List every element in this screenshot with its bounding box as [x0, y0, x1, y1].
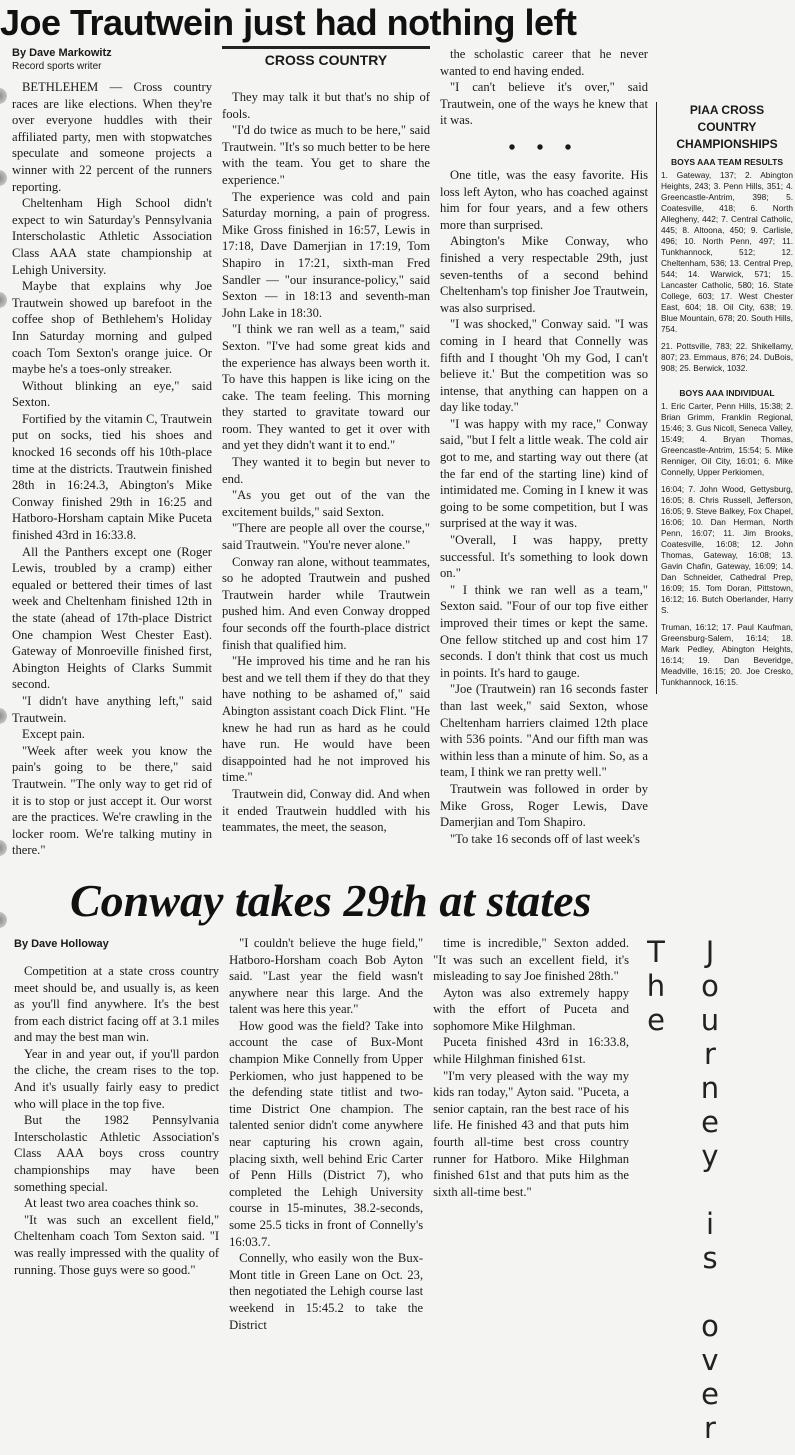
paragraph: BETHLEHEM — Cross country races are like elections. When they're over everyone huddles with their affiliated party, men with stopwatches speculate and someone projects a winner with 22 percent of the runners reporting.: [12, 80, 212, 194]
individual-results: 1. Eric Carter, Penn Hills, 15:38; 2. Brian Grimm, Franklin Regional, 15:46; 3. Gus Nicoll, Seneca Valley, 15:49; 4. Bryan Thomas, Greencastle-Antrim, 15:54; 5. Mike Renniger, Oil City, 16:01; 6. Mike Connelly, Upper Perkiomen,: [661, 401, 793, 477]
separator: • • •: [508, 136, 580, 159]
team-results: 21. Pottsville, 783; 22. Shikellamy, 807; 23. Emmaus, 876; 24. DuBois, 908; 25. Berwick, 1032.: [661, 341, 793, 373]
paragraph: The experience was cold and pain Saturday morning, a pain of progress. Mike Gross finished in 16:57, Lewis in 17:18, Dave Damerjian in 17:19, Tom Shapiro in 17:21, sixth-man Fred Sandler — "our insurance-policy," said Sexton — in 18:13 and seventh-man John Lake in 18:30.: [222, 189, 430, 320]
byline: By Dave Holloway: [14, 937, 109, 950]
paragraph: "To take 16 seconds off of last week's: [450, 831, 640, 846]
handwritten-note: Journey is over: [693, 934, 727, 1445]
paragraph: " I think we ran well as a team," Sexton said. "Four of our top five either improved their times or kept the same. One fellow stitched up and cost him 17 seconds. I don't think that cost us much in points. It's hard to gauge.: [440, 582, 648, 680]
handwritten-note: The: [639, 934, 673, 1037]
paragraph: Without blinking an eye," said Sexton.: [12, 378, 212, 410]
paragraph: Competition at a state cross country meet should be, and usually is, as keen as you'll find anywhere. It's the best from each district facing off at 3.1 miles and may the best man win.: [14, 963, 220, 1045]
top-article: [0, 46, 795, 859]
byline-sub: Record sports writer: [12, 61, 102, 72]
paragraph: How good was the field? Take into account the case of Bux-Mont champion Mike Connelly from Upper Perkiomen, who just happened to be the defending state titlist and two-time District One champion. The talented senior didn't come anywhere near capturing his crown again, placing sixth, well behind Eric Carter of Penn Hills (District 7), who completed the Lehigh University course in 15-minutes, 38.2-seconds, some 25.5 ticks in front of Connelly's 16:03.7.: [229, 1018, 424, 1249]
bottom-col-2: [229, 935, 423, 1333]
paragraph: Cheltenham High School didn't expect to win Saturday's Pennsylvania Interscholastic Athletic Association Class AAA state championship at Lehigh University.: [12, 196, 212, 277]
top-col-2: [222, 46, 430, 836]
handwritten-note-area: [629, 935, 795, 1445]
bottom-col-1: [14, 935, 219, 1278]
paragraph: Maybe that explains why Joe Trautwein showed up barefoot in the coffee shop of Bethlehem's Holiday Inn Saturday morning and gulped coach Tom Sexton's orange juice. Or maybe he's a toes-only streaker.: [12, 279, 212, 377]
top-headline: Joe Trautwein just had nothing left: [0, 2, 577, 43]
paragraph: Conway ran alone, without teammates, so he adopted Trautwein and pushed Trautwein harder while Trautwein pushed him. And even Conway dropped four seconds off the fourth-place district finish that qualified him.: [222, 554, 430, 652]
bottom-headline: Conway takes 29th at states: [70, 874, 592, 926]
paragraph: "I'd do twice as much to be here," said Trautwein. "It's so much better to be here with the team. You get to share the experience.": [222, 123, 430, 187]
section-label: CROSS COUNTRY: [222, 46, 430, 69]
paragraph: "There are people all over the course," said Trautwein. "You're never alone.": [222, 521, 430, 553]
results-box: [656, 102, 793, 694]
paragraph: But the 1982 Pennsylvania Interscholastic Athletic Association's Class AAA boys cross country championships may have been something special.: [14, 1113, 220, 1194]
paragraph: Fortified by the vitamin C, Trautwein put on socks, tied his shoes and knocked 16 seconds off his 10th-place time at the districts. Trautwein finished 28th in 16:24.3, Abington's Mike Conway finished 29th in 16:25 and Hatboro-Horsham captain Mike Puceta finished 43rd in 16:33.8.: [12, 411, 212, 543]
individual-results: Truman, 16:12; 17. Paul Kaufman, Greensburg-Salem, 16:14; 18. Mark Pedley, Abington Heights, 16:14; 19. Dan Beveridge, Meadville, 16:15; 20. Joe Cresko, Tunkhannock, 16:15.: [661, 622, 793, 687]
paragraph: "I'm very pleased with the way my kids ran today," Ayton said. "Puceta, a senior captain, ran the best race of his life. He finished 43 and that puts him fourth all-time best cross country runner for Hatboro. Mike Hilghman finished 61st and that puts him as the sixth all-time best.": [433, 1068, 629, 1199]
team-results: 1. Gateway, 137; 2. Abington Heights, 243; 3. Penn Hills, 351; 4. Greencastle-Antrim, 398; 5. Coatesville, 418; 6. North Allegheny, 442; 7. Central Catholic, 445; 8. Altoona, 450; 9. Carlisle, 496; 10. North Penn, 497; 11. Tunkhannock, 512; 12. Cheltenham, 536; 13. Central Prep, 544; 14. Warwick, 571; 15. Lancaster Catholic, 580; 16. State College, 603; 17. West Chester East, 604; 18. Oil City, 638; 19. Blue Mountain, 678; 20. South Hills, 754.: [661, 170, 793, 334]
paragraph: time is incredible," Sexton added. "It was such an excellent field, it's misleading to say Joe finished 28th.": [433, 935, 629, 984]
paragraph: "Joe (Trautwein) ran 16 seconds faster than last week," said Sexton, whose Cheltenham harriers claimed 12th place with 536 points. "And our fifth man was within less than a minute of him. So, as a team, I think we ran pretty well.": [440, 682, 648, 780]
paragraph: "I can't believe it's over," said Trautwein, one of the ways he knew that it was.: [440, 80, 648, 128]
paragraph: "I was shocked," Conway said. "I was coming in I heard that Connelly was fifth and I thought 'Oh my God, I can't believe it.' But the competition was so intense, that anything can happen on a day like today.": [440, 317, 648, 415]
punch-hole: [0, 912, 7, 928]
individual-results: 16:04; 7. John Wood, Gettysburg, 16:05; 8. Chris Russell, Jefferson, 16:05; 9. Steve Balkey, Fox Chapel, 16:06; 10. Dan Herman, North Penn, 16:07; 11. Jim Brooks, Coatesville, 16:08; 12. John Thomas, Gateway, 16:08; 13. Gavin Chafin, Gateway, 16:09; 14. Dan Schneider, Cathedral Prep, 16:09; 15. Tom Doran, Pittstown, 16:12; 16. Butch Oberlander, Harry S.: [661, 484, 793, 615]
paragraph: Year in and year out, if you'll pardon the cliche, the cream rises to the top. And it's usually fairly easy to predict who will place in the top five.: [14, 1046, 220, 1111]
paragraph: One title, was the easy favorite. His loss left Ayton, who has coached against him for four years, and a few others more than surprised.: [440, 167, 648, 232]
top-col-1: [12, 46, 212, 859]
paragraph: Puceta finished 43rd in 16:33.8, while Hilghman finished 61st.: [433, 1035, 629, 1067]
top-col-3: [440, 46, 648, 847]
paragraph: At least two area coaches think so.: [24, 1196, 199, 1211]
bottom-col-3: [433, 935, 629, 1201]
paragraph: "Week after week you know the pain's going to be there," said Trautwein. "The only way to get rid of it is to stop or just accept it. Our worst are the practices. We're crawling in the locker room. We're talking mutiny in there.": [12, 743, 212, 858]
paragraph: All the Panthers except one (Roger Lewis, troubled by a cramp) either equaled or bettered their times of last week and Cheltenham finished 12th in the state (ahead of 17th-place District One champion West Chester East). Gateway of Monroeville finished first, Abington Heights of Clarks Summit second.: [12, 544, 212, 692]
paragraph: "I think we ran well as a team," said Sexton. "I've had some great kids and the experience has always been worth it. To have this happen is like icing on the cake. The team feeling. This morning they started to gravitate toward our room. They wanted to get it over with and yet they didn't want it to end.": [222, 322, 430, 453]
bottom-article: [0, 935, 795, 1445]
paragraph: They wanted it to begin but never to end.: [222, 455, 430, 486]
paragraph: They may talk it but that's no ship of fools.: [222, 90, 430, 121]
team-heading: BOYS AAA TEAM RESULTS: [670, 157, 784, 167]
paragraph: "He improved his time and he ran his best and we tell them if they do that they have nothing to be ashamed of," said Abington assistant coach Dick Flint. "He knew he had run as hard as he could have run. He would have been disappointed had he not improved his time.": [222, 654, 430, 785]
paragraph: "I was happy with my race," Conway said, "but I felt a little weak. The cold air got to me, and starting way out there (at the far end of the starting line) kind of intimidated me. Coming in I knew it was going to be some competition, but I was surprised at the way it was.: [440, 416, 648, 531]
paragraph: Ayton was also extremely happy with the effort of Puceta and sophomore Mike Hilghman.: [433, 985, 629, 1033]
paragraph: "As you get out of the van the excitement builds," said Sexton.: [222, 488, 430, 519]
paragraph: the scholastic career that he never wanted to end having ended.: [440, 47, 648, 78]
paragraph: "I didn't have anything left," said Trautwein.: [12, 693, 212, 725]
paragraph: "It was such an excellent field," Cheltenham coach Tom Sexton said. "I was really impressed with the quality of running. Those guys were so good.": [14, 1212, 220, 1277]
byline: By Dave Markowitz: [12, 47, 112, 59]
paragraph: Trautwein did, Conway did. And when it ended Trautwein huddled with his teammates, the meet, the season,: [222, 786, 430, 835]
paragraph: "Overall, I was happy, pretty successful. It's something to look down on.": [440, 533, 648, 581]
paragraph: Trautwein was followed in order by Mike Gross, Roger Lewis, Dave Damerjian and Tom Shapiro.: [440, 781, 648, 830]
individual-heading: BOYS AAA INDIVIDUAL: [679, 388, 775, 398]
paragraph: "I couldn't believe the huge field," Hatboro-Horsham coach Bob Ayton said. "Last year the field wasn't anywhere near this large. And the talent was here this year.": [229, 935, 424, 1017]
paragraph: Abington's Mike Conway, who finished a very respectable 29th, just seven-tenths of a second behind Cheltenham's top finisher Joe Trautwein, was also surprised.: [440, 234, 648, 315]
paragraph: Connelly, who easily won the Bux-Mont title in Green Lane on Oct. 23, then negotiated the Lehigh course last weekend in 15:45.2 to take the District: [229, 1251, 424, 1332]
paragraph: Except pain.: [22, 727, 85, 742]
results-title: PIAA CROSS COUNTRY CHAMPIONSHIPS: [676, 103, 778, 151]
